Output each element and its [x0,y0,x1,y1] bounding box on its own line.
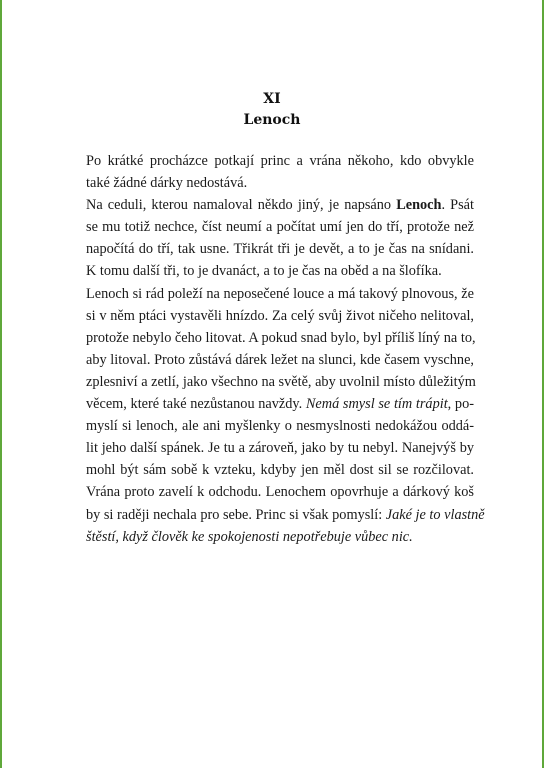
text-line [86,194,474,216]
text-segment: také žádné dárky nedostává. [86,175,248,192]
text-line [86,260,474,282]
text-line [86,393,474,415]
text-segment: myslí si lenoch, ale ani myšlenky o nesmyslnosti nedokážou oddá- [86,418,474,435]
text-line [86,371,474,393]
text-line [86,526,474,548]
italic-text: Jaké je to vlastně [385,506,485,523]
text-segment: napočítá do tří, tak usne. Třikrát tři je devět, a to je čas na snídani. [86,241,474,258]
text-line [86,172,474,194]
chapter-number: XI [263,91,281,107]
chapter-title: Lenoch [243,112,301,128]
text-segment: by si raději nechala pro sebe. Princ si však pomyslí: [86,506,386,523]
text-line [86,437,474,459]
text-line [86,459,474,481]
text-line [86,216,474,238]
text-line [86,305,474,327]
text-line [86,415,474,437]
italic-text: štěstí, když člověk ke spokojenosti nepotřebuje vůbec nic. [86,528,413,545]
text-segment: protože nebylo čeho litovat. A pokud snad bylo, byl příliš líný na to, [86,329,476,346]
text-segment: , po- [447,396,474,413]
text-segment: Na ceduli, kterou namaloval někdo jiný, je napsáno [86,197,397,214]
text-line [86,238,474,260]
text-line [86,150,474,172]
bold-text: Lenoch [396,197,442,214]
paragraph [86,150,474,194]
paragraph [86,283,485,548]
text-segment: aby litoval. Proto zůstává dárek ležet na slunci, kde časem vyschne, [86,351,474,368]
text-segment: lit jeho další spánek. Je tu a zároveň, jako by tu nebyl. Nanejvýš by [86,440,474,457]
italic-text: Nemá smysl se tím trápit [305,396,448,413]
text-segment: Po krátké procházce potkají princ a vrána někoho, kdo obvykle [86,153,474,169]
text-segment: mohl být sám sobě k vzteku, kdyby jen měl dost sil se rozčilovat. [86,462,474,479]
text-segment: Lenoch si rád poleží na neposečené louce a má takový plnovous, že [86,285,474,302]
text-segment: zplesniví a zetlí, jako všechno na světě, aby uvolnil místo důležitým [86,373,476,390]
text-segment: se mu totiž nechce, číst neumí a počítat umí jen do tří, protože než [86,219,474,236]
text-segment: věcem, které také nezůstanou navždy. [86,396,306,413]
text-segment: K tomu další tři, to je dvanáct, a to je čas na oběd a na šlofíka. [86,263,442,280]
text-line [86,504,485,526]
text-line [86,481,474,503]
text-line [86,349,474,371]
text-line [86,327,474,349]
chapter-text [86,150,485,548]
text-segment: Vrána proto zavelí k odchodu. Lenochem opovrhuje a dárkový koš [86,484,474,501]
text-line [86,283,474,305]
text-segment: si v něm ptáci vystavěli hnízdo. Za celý svůj život ničeho nelitoval, [86,307,474,324]
text-segment: . Psát [441,197,475,214]
paragraph [86,194,474,282]
